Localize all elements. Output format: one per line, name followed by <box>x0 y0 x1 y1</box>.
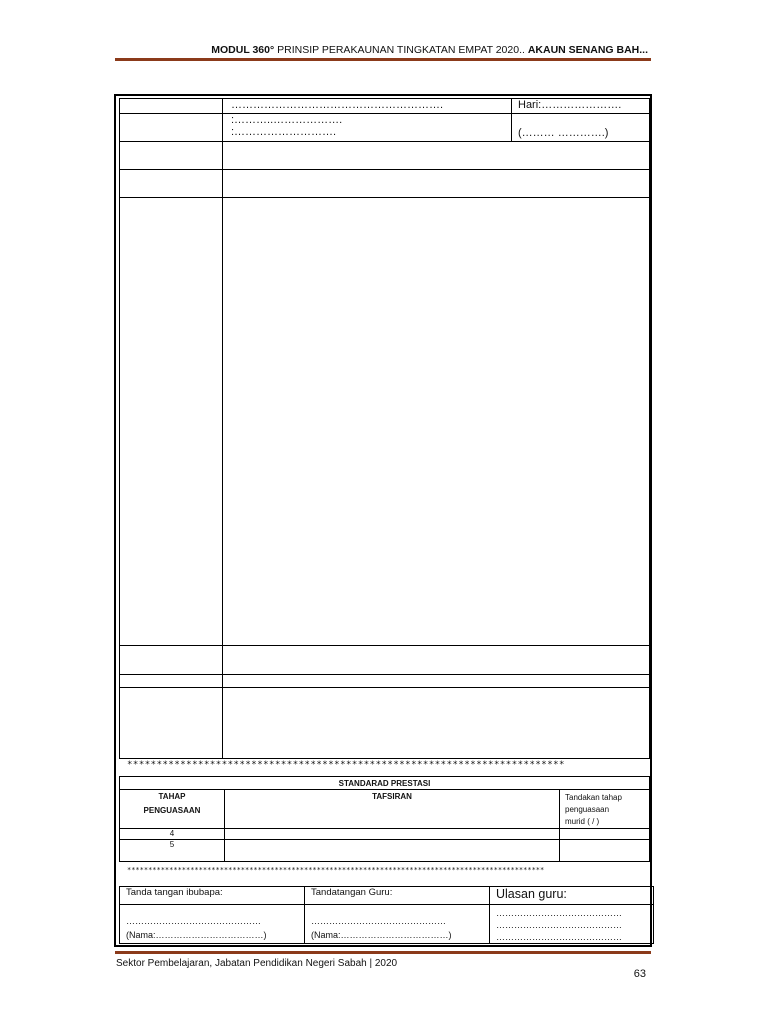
table-row <box>120 840 650 862</box>
tick-cell[interactable] <box>560 829 650 840</box>
label-cell <box>120 142 223 170</box>
table-row <box>120 905 654 944</box>
table-row <box>120 790 650 829</box>
table-row <box>120 198 650 646</box>
col-tafsiran-header: TAFSIRAN <box>225 790 560 829</box>
guru-nama: (Nama:………………………………) <box>311 930 452 940</box>
page-header <box>211 44 648 56</box>
table-row <box>120 142 650 170</box>
content-cell[interactable] <box>223 675 650 688</box>
label-cell <box>120 114 223 142</box>
label-cell <box>120 688 223 759</box>
label-cell <box>120 675 223 688</box>
separator-stars: ************************************************************************** <box>127 760 565 770</box>
ulasan-line-1: …………………………………… <box>496 908 622 918</box>
content-cell[interactable] <box>223 170 650 198</box>
page-number: 63 <box>633 968 646 980</box>
standard-prestasi-table <box>119 776 650 862</box>
table-row <box>120 887 654 905</box>
footer-rule <box>115 951 651 954</box>
ibubapa-sign-cell[interactable] <box>120 905 305 944</box>
col-tahap-header <box>120 790 225 829</box>
level-cell: 4 <box>120 829 225 840</box>
table-row <box>120 688 650 759</box>
main-content-cell[interactable] <box>223 198 650 646</box>
col-tanda-header <box>560 790 650 829</box>
ulasan-cell[interactable] <box>490 905 654 944</box>
col-tanda-line2: penguasaan <box>565 805 610 814</box>
table-row <box>120 675 650 688</box>
name-field[interactable]: …………………………………………………. <box>223 99 512 114</box>
date-field[interactable]: (……… ………….) <box>512 114 650 142</box>
header-title: PRINSIP PERAKAUNAN TINGKATAN EMPAT 2020.. <box>277 44 525 56</box>
class-field[interactable] <box>223 114 512 142</box>
header-modul: MODUL 360° <box>211 44 275 56</box>
ibubapa-label: Tanda tangan ibubapa: <box>120 887 305 905</box>
label-cell <box>120 646 223 675</box>
ulasan-line-3: …………………………………… <box>496 932 622 942</box>
guru-sign-cell[interactable] <box>305 905 490 944</box>
col-tahap-line2: PENGUASAAN <box>143 806 201 815</box>
header-subtitle: AKAUN SENANG BAH... <box>527 44 648 56</box>
ibubapa-sign-line: ……………………………………… <box>126 916 261 926</box>
table-row <box>120 170 650 198</box>
worksheet-table <box>119 98 650 759</box>
content-cell[interactable] <box>223 142 650 170</box>
ulasan-label: Ulasan guru: <box>490 887 654 905</box>
content-cell[interactable] <box>223 688 650 759</box>
hari-field[interactable]: Hari:…………………. <box>512 99 650 114</box>
guru-label: Tandatangan Guru: <box>305 887 490 905</box>
guru-sign-line: ……………………………………… <box>311 916 446 926</box>
class-line-1: :………..………………. <box>231 114 343 126</box>
table-row <box>120 829 650 840</box>
level-cell: 5 <box>120 840 225 862</box>
tafsiran-cell[interactable] <box>225 840 560 862</box>
separator-stars-2: *************************************************************************************************** <box>127 866 545 874</box>
col-tanda-line1: Tandakan tahap <box>565 793 622 802</box>
class-line-2: :………………………. <box>231 126 337 138</box>
label-cell <box>120 99 223 114</box>
table-row <box>120 114 650 142</box>
tafsiran-cell[interactable] <box>225 829 560 840</box>
col-tanda-line3: murid ( / ) <box>565 817 600 826</box>
content-cell[interactable] <box>223 646 650 675</box>
label-cell <box>120 170 223 198</box>
standard-title: STANDARAD PRESTASI <box>120 777 650 790</box>
table-row <box>120 777 650 790</box>
ulasan-line-2: …………………………………… <box>496 920 622 930</box>
ibubapa-nama: (Nama:………………………………) <box>126 930 267 940</box>
col-tahap-line1: TAHAP <box>158 792 186 801</box>
footer-text: Sektor Pembelajaran, Jabatan Pendidikan Negeri Sabah | 2020 <box>116 958 398 969</box>
label-cell <box>120 198 223 646</box>
table-row <box>120 99 650 114</box>
header-rule <box>115 58 651 61</box>
tick-cell[interactable] <box>560 840 650 862</box>
table-row <box>120 646 650 675</box>
signature-table <box>119 886 654 944</box>
